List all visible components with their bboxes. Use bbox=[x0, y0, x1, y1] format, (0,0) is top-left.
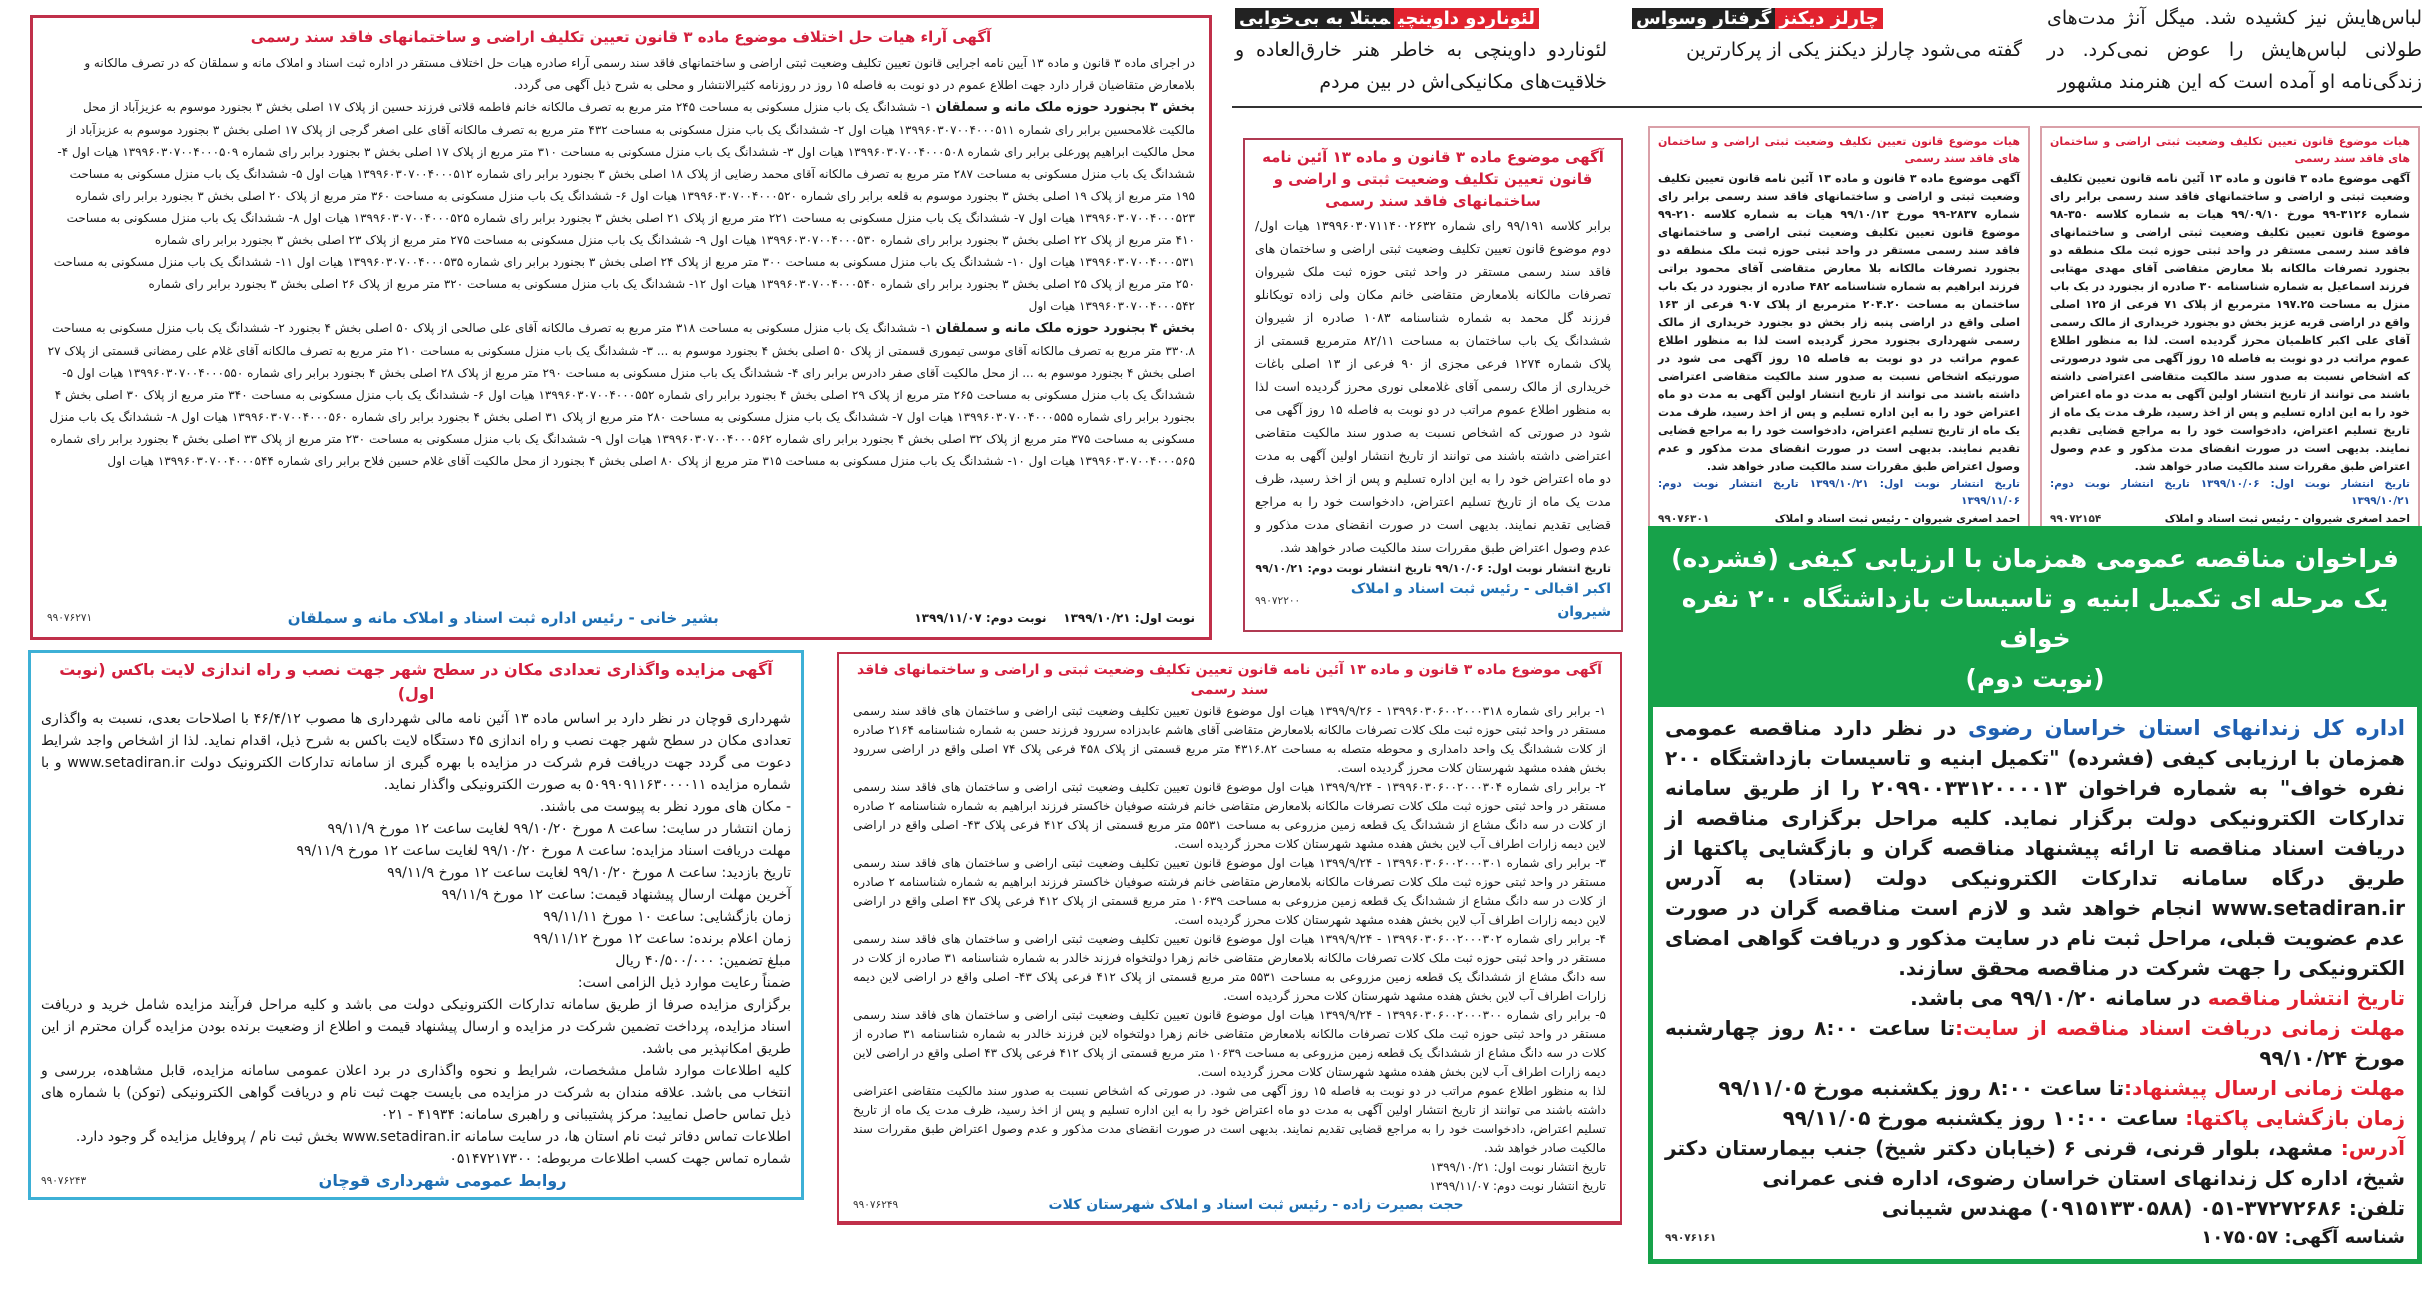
ad-line: آخرین مهلت ارسال پیشنهاد قیمت: ساعت ۱۲ مورخ ۹۹/۱۱/۹ bbox=[441, 887, 791, 903]
label: تاریخ انتشار مناقصه bbox=[2207, 986, 2405, 1010]
label: آدرس: bbox=[2340, 1136, 2406, 1160]
value: مشهد، بلوار قرنی، قرنی ۶ (خیابان دکتر شیخ) جنب بیمارستان دکتر شیخ، اداره کل زندانهای استان خراسان رضوی، اداره فنی عمرانی bbox=[1665, 1136, 2405, 1190]
ad-shirvan bbox=[1243, 138, 1623, 632]
ad-title: آگهی موضوع ماده ۳ قانون و ماده ۱۳ آئین نامه قانون تعیین تکلیف وضعیت ثبتی و اراضی و ساختمانهای فاقد سند رسمی bbox=[857, 662, 1602, 698]
label: زمان بازگشایی پاکتها: bbox=[2185, 1106, 2405, 1130]
ad-code: ۹۹۰۷۲۲۰۰ bbox=[1255, 594, 1301, 607]
ad-footer bbox=[47, 601, 1195, 629]
ad-prison-tender bbox=[1648, 526, 2422, 1264]
publish-dates: تاریخ انتشار نوبت اول: ۹۹/۱۰/۰۶ تاریخ انتشار نوبت دوم: ۹۹/۱۰/۲۱ bbox=[1255, 562, 1611, 575]
ad-bojnourd-2 bbox=[2040, 126, 2420, 535]
tag-black: مبتلا به بی‌خوابی bbox=[1235, 8, 1394, 29]
tender-title-line: یک مرحله ای تکمیل ابنیه و تاسیسات بازداشتگاه ۲۰۰ نفره خواف bbox=[1681, 584, 2389, 653]
ad-section bbox=[47, 317, 1195, 472]
tag-black: گرفتار وسواس bbox=[1632, 8, 1775, 29]
publish-date-2: تاریخ انتشار نوبت دوم: ۱۳۹۹/۱۱/۰۷ bbox=[1429, 1179, 1606, 1193]
label: مهلت زمانی ارسال پیشنهاد: bbox=[2123, 1076, 2405, 1100]
value: در سامانه ۹۹/۱۰/۲۰ می باشد. bbox=[1910, 986, 2208, 1010]
tag-red: لئوناردو داوینچی bbox=[1394, 8, 1539, 29]
tag-red: چارلز دیکنز bbox=[1775, 8, 1882, 29]
ad-line: تاریخ بازدید: ساعت ۸ مورخ ۹۹/۱۰/۲۰ لغایت ساعت ۱۲ مورخ ۹۹/۱۱/۹ bbox=[387, 865, 791, 881]
article-text: لباس‌هایش نیز کشیده شد. میگل آنژ مدت‌های طولانی لباس‌هایش را عوض نمی‌کرد. در زندگی‌نامه او آمده است که این هنرمند مشهور bbox=[2047, 7, 2422, 93]
ad-title: آگهی مزایده واگذاری تعدادی مکان در سطح شهر جهت نصب و راه اندازی لایت باکس (نوبت اول) bbox=[59, 660, 773, 703]
ad-code: ۹۹۰۷۶۱۶۱ bbox=[1665, 1232, 1717, 1244]
ad-code: ۹۹۰۷۶۲۴۳ bbox=[41, 1175, 87, 1187]
ad-intro: در اجرای ماده ۳ قانون و ماده ۱۳ آیین نامه اجرایی قانون تعیین تکلیف وضعیت ثبتی اراضی و ساختمانهای فاقد سند رسمی آراء صادره هیات حل اختلاف مستقر در اداره ثبت اسناد و املاک مانه و سملقان که در تصرف مالکانه و بلامعارض متقاضیان قرار دارد جهت اطلاع عموم در دو نوبت به فاصله ۱۵ روز در روزنامه کثیرالانتشار و محلی به شرح ذیل آگهی می گردد. bbox=[84, 56, 1195, 92]
tender-header bbox=[1653, 531, 2417, 707]
tender-body bbox=[1653, 707, 2417, 1259]
value: ساعت ۱۰:۰۰ روز یکشنبه مورخ ۹۹/۱۱/۰۵ bbox=[1782, 1106, 2186, 1130]
tender-phone: تلفن: ۳۷۲۷۲۶۸۶-۰۵۱ (۰۹۱۵۱۳۳۰۵۸۸) مهندس شیبانی bbox=[1881, 1196, 2405, 1220]
ad-item: لذا به منظور اطلاع عموم مراتب در دو نوبت به فاصله ۱۵ روز آگهی می شود. در صورتی که اشخاص نسبت به صدور سند مالکیت متقاضی اعتراضی داشته باشند می توانند از تاریخ انتشار اولین آگهی به مدت دو ماه اعتراض خود را به این اداره تسلیم و پس از اخذ رسید، ظرف مدت یک ماه از تاریخ تسلیم اعتراض، دادخواست خود را به مراجع قضایی تقدیم نمایند. بدیهی است در صورت انقضای مدت مذکور و عدم وصول اعتراض طبق مقررات سند مالکیت صادر خواهد شد. bbox=[853, 1084, 1607, 1155]
subheading-tag bbox=[1632, 4, 1883, 34]
ad-signature: بشیر خانی - رئیس اداره ثبت اسناد و املاک مانه و سملقان bbox=[287, 609, 719, 627]
tender-organization: اداره کل زندانهای استان خراسان رضوی bbox=[1967, 716, 2405, 740]
ad-title: هیات موضوع قانون تعیین تکلیف وضعیت ثبتی اراضی و ساختمان های فاقد سند رسمی bbox=[1658, 135, 2020, 165]
ad-item: ۴- برابر رای شماره ۱۳۹۹۶۰۳۰۶۰۰۲۰۰۰۳۰۲ - ۱۳۹۹/۹/۲۴ هیات اول موضوع قانون تعیین تکلیف وضعیت ثبتی اراضی و ساختمان های فاقد سند رسمی مستقر در واحد ثبتی حوزه ثبت ملک کلات تصرفات مالکانه بلامعارض متقاضی خانم زهرا دولتخواه فرزند خالدر به شماره شناسنامه ۳۱ صادره از کلات در سه دانگ مشاع از ششدانگ یک قطعه زمین مزروعی به مساحت ۵۵۳۱ متر مربع قسمتی از پلاک ۴۱۲ فرعی پلاک ۴۳- اصلی واقع در اراضی لاین دیمه زارات اطراف آب لاین بخش هفده مشهد شهرستان کلات محرز گردیده است. bbox=[853, 932, 1607, 1003]
ad-title: هیات موضوع قانون تعیین تکلیف وضعیت ثبتی اراضی و ساختمان های فاقد سند رسمی bbox=[2050, 135, 2410, 165]
ad-item: ۲- برابر رای شماره ۱۳۹۹۶۰۳۰۶۰۰۲۰۰۰۳۰۴ - ۱۳۹۹/۹/۲۴ هیات اول موضوع قانون تعیین تکلیف وضعیت ثبتی اراضی و ساختمان های فاقد سند رسمی مستقر در واحد ثبتی حوزه ثبت ملک کلات تصرفات مالکانه بلامعارض متقاضی خانم فرشته صوفیان خاکستر فرزند ابراهیم به شماره شناسنامه ۲ صادره از کلات در سه دانگ مشاع از ششدانگ یک قطعه زمین مزروعی به مساحت ۵۵۳۱ متر مربع قسمتی از پلاک ۴۱۲ فرعی پلاک ۴۳- اصلی واقع در اراضی لاین دیمه زارات اطراف آب لاین بخش هفده مشهد شهرستان کلات محرز گردیده است. bbox=[853, 780, 1607, 851]
ad-line: زمان اعلام برنده: ساعت ۱۲ مورخ ۹۹/۱۱/۱۲ bbox=[533, 931, 791, 947]
ad-line: اطلاعات تماس دفاتر ثبت نام استان ها، در سایت سامانه www.setadiran.ir بخش ثبت نام / پروفایل مزایده گر وجود دارد. bbox=[75, 1129, 791, 1145]
section-body: ۱- ششدانگ یک باب منزل مسکونی به مساحت ۲۴۵ متر مربع به تصرف مالکانه خانم فاطمه قلاتی فرزند حسین از پلاک ۱۷ اصلی بخش ۳ بجنورد موسوم به عزیزآباد از محل مالکیت غلامحسین برابر رای شماره ۱۳۹۹۶۰۳۰۷۰۰۴۰۰۰۵۱۱ هیات اول ۲- ششدانگ یک باب منزل مسکونی به مساحت ۴۳۲ متر مربع به تصرف مالکانه آقای علی اصغر گرجی از پلاک ۱۷ اصلی بخش ۳ بجنورد موسوم به عزیزآباد از محل مالکیت ابراهیم پورعلی برابر رای شماره ۱۳۹۹۶۰۳۰۷۰۰۴۰۰۰۵۰۸ هیات اول ۳- ششدانگ یک باب منزل مسکونی به مساحت ۳۱۰ متر مربع از پلاک ۱۷ اصلی بخش ۳ بجنورد برابر رای شماره ۱۳۹۹۶۰۳۰۷۰۰۴۰۰۰۵۰۹ هیات اول ۴- ششدانگ یک باب منزل مسکونی به مساحت ۲۸۷ متر مربع به تصرف مالکانه آقای محمد رضایی از پلاک ۱۸ اصلی بخش ۳ بجنورد برابر رای شماره ۱۳۹۹۶۰۳۰۷۰۰۴۰۰۰۵۱۲ هیات اول ۵- ششدانگ یک باب منزل مسکونی به مساحت ۱۹۵ متر مربع از پلاک ۱۹ اصلی بخش ۳ بجنورد موسوم به قلعه برابر رای شماره ۱۳۹۹۶۰۳۰۷۰۰۴۰۰۰۵۲۰ هیات اول ۶- ششدانگ یک باب منزل مسکونی به مساحت ۳۶۰ متر مربع از پلاک ۲۰ اصلی بخش ۳ بجنورد برابر رای شماره ۱۳۹۹۶۰۳۰۷۰۰۴۰۰۰۵۲۳ هیات اول ۷- ششدانگ یک باب منزل مسکونی به مساحت ۲۲۱ متر مربع از پلاک ۲۱ اصلی بخش ۳ بجنورد برابر رای شماره ۱۳۹۹۶۰۳۰۷۰۰۴۰۰۰۵۲۵ هیات اول ۸- ششدانگ یک باب منزل مسکونی به مساحت ۴۱۰ متر مربع از پلاک ۲۲ اصلی بخش ۳ بجنورد برابر رای شماره ۱۳۹۹۶۰۳۰۷۰۰۴۰۰۰۵۳۰ هیات اول ۹- ششدانگ یک باب منزل مسکونی به مساحت ۲۷۵ متر مربع از پلاک ۲۳ اصلی بخش ۳ بجنورد برابر رای شماره ۱۳۹۹۶۰۳۰۷۰۰۴۰۰۰۵۳۱ هیات اول ۱۰- ششدانگ یک باب منزل مسکونی به مساحت ۳۰۰ متر مربع از پلاک ۲۴ اصلی بخش ۳ بجنورد برابر رای شماره ۱۳۹۹۶۰۳۰۷۰۰۴۰۰۰۵۳۵ هیات اول ۱۱- ششدانگ یک باب منزل مسکونی به مساحت ۲۵۰ متر مربع از پلاک ۲۵ اصلی بخش ۳ بجنورد برابر رای شماره ۱۳۹۹۶۰۳۰۷۰۰۴۰۰۰۵۴۰ هیات اول ۱۲- ششدانگ یک باب منزل مسکونی به مساحت ۳۲۰ متر مربع از پلاک ۲۶ اصلی بخش ۳ بجنورد برابر رای شماره ۱۳۹۹۶۰۳۰۷۰۰۴۰۰۰۵۴۲ هیات اول bbox=[53, 100, 1195, 313]
ad-signature: احمد اصغری شیروان - رئیس ثبت اسناد و املاک bbox=[1774, 512, 2020, 525]
ad-code: ۹۹۰۷۶۲۷۱ bbox=[47, 612, 93, 624]
publish-date-2: نوبت دوم: ۱۳۹۹/۱۱/۰۷ bbox=[914, 611, 1047, 625]
tender-description: در نظر دارد مناقصه عمومی همزمان با ارزیابی کیفی (فشرده) "تکمیل ابنیه و تاسیسات بازداشتگاه ۲۰۰ نفره خواف" به شماره فراخوان ۲۰۹۹۰۰۳۳۱۲۰۰۰۰۱۳ را از طریق سامانه تدارکات الکترونیکی دولت برگزار نماید. کلیه مراحل برگزاری مناقصه از دریافت اسناد مناقصه تا ارائه پیشنهاد مناقصه گران و بازگشایی پاکتها از طریق درگاه سامانه تدارکات الکترونیکی دولت (ستاد) به آدرس www.setadiran.ir انجام خواهد شد و لازم است مناقصه گران در صورت عدم عضویت قبلی، مراحل ثبت نام در سایت مذکور و دریافت گواهی امضای الکترونیکی را جهت شرکت در مناقصه محقق سازند. bbox=[1665, 716, 2405, 980]
ad-code: ۹۹۰۷۲۱۵۴ bbox=[2050, 513, 2102, 525]
ad-line: کلیه اطلاعات موارد شامل مشخصات، شرایط و نحوه واگذاری در برد اعلان عمومی سامانه مزایده، قابل مشاهده، بررسی و انتخاب می باشد. علاقه مندان به شرکت در مزایده می بایست جهت ثبت نام و دریافت گواهی الکترونیکی (توکن) با شماره های ذیل تماس حاصل نمایید: مرکز پشتیبانی و راهبری سامانه: ۴۱۹۳۴ - ۰۲۱ bbox=[41, 1063, 791, 1123]
subheading-tag bbox=[1235, 4, 1539, 34]
ad-line: - مکان های مورد نظر به پیوست می باشند. bbox=[539, 799, 791, 815]
section-body: ۱- ششدانگ یک باب منزل مسکونی به مساحت ۳۱۸ متر مربع به تصرف مالکانه آقای علی صالحی از پلاک ۵۰ اصلی بخش ۴ بجنورد ۲- ششدانگ یک باب منزل مسکونی به مساحت ۳۳۰.۸ متر مربع به تصرف مالکانه آقای موسی تیموری قسمتی از پلاک ۵۰ اصلی بخش ۴ بجنورد موسوم به ... ۳- ششدانگ یک باب منزل مسکونی به مساحت ۲۱۰ متر مربع به تصرف مالکانه آقای غلام علی رمضانی قسمتی از پلاک ۲۷ اصلی بخش ۴ بجنورد موسوم به ... از محل مالکیت آقای صفر دادرس برابر رای ۴- ششدانگ یک باب منزل مسکونی به مساحت ۲۹۰ متر مربع از پلاک ۲۸ اصلی بخش ۴ بجنورد برابر رای شماره ۱۳۹۹۶۰۳۰۷۰۰۴۰۰۰۵۵۰ هیات اول ۵- ششدانگ یک باب منزل مسکونی به مساحت ۲۶۵ متر مربع از پلاک ۲۹ اصلی بخش ۴ بجنورد برابر رای شماره ۱۳۹۹۶۰۳۰۷۰۰۴۰۰۰۵۵۲ هیات اول ۶- ششدانگ یک باب منزل مسکونی به مساحت ۳۴۰ متر مربع از پلاک ۳۰ اصلی بخش ۴ بجنورد برابر رای شماره ۱۳۹۹۶۰۳۰۷۰۰۴۰۰۰۵۵۵ هیات اول ۷- ششدانگ یک باب منزل مسکونی به مساحت ۲۸۰ متر مربع از پلاک ۳۱ اصلی بخش ۴ بجنورد برابر رای شماره ۱۳۹۹۶۰۳۰۷۰۰۴۰۰۰۵۶۰ هیات اول ۸- ششدانگ یک باب منزل مسکونی به مساحت ۳۷۵ متر مربع از پلاک ۳۲ اصلی بخش ۴ بجنورد برابر رای شماره ۱۳۹۹۶۰۳۰۷۰۰۴۰۰۰۵۶۲ هیات اول ۹- ششدانگ یک باب منزل مسکونی به مساحت ۲۳۰ متر مربع از پلاک ۳۳ اصلی بخش ۴ بجنورد برابر رای شماره ۱۳۹۹۶۰۳۰۷۰۰۴۰۰۰۵۶۵ هیات اول ۱۰- ششدانگ یک باب منزل مسکونی به مساحت ۳۱۵ متر مربع از پلاک ۸۰ اصلی بخش ۴ بجنورد از محل مالکیت آقای غلام حسین فلاح برابر رای شماره ۱۳۹۹۶۰۳۰۷۰۰۴۰۰۰۵۴۴ هیات اول bbox=[47, 321, 1195, 468]
ad-code: ۹۹۰۷۶۲۴۹ bbox=[853, 1199, 899, 1211]
value: تا ساعت ۸:۰۰ روز یکشنبه مورخ ۹۹/۱۱/۰۵ bbox=[1718, 1076, 2124, 1100]
ad-item: ۵- برابر رای شماره ۱۳۹۹۶۰۳۰۶۰۰۲۰۰۰۳۰۰ - ۱۳۹۹/۹/۲۴ هیات اول موضوع قانون تعیین تکلیف وضعیت ثبتی اراضی و ساختمان های فاقد سند رسمی مستقر در واحد ثبتی حوزه ثبت ملک کلات تصرفات مالکانه بلامعارض متقاضی خانم زهرا دولتخواه لاین فرزند خالدر به شماره شناسنامه ۳۱ صادره از کلات در سه دانگ مشاع از ششدانگ یک قطعه زمین مزروعی به مساحت ۱۰۶۳۹ متر مربع قسمتی از پلاک ۴۱۲ فرعی پلاک ۴۳ اصلی واقع در اراضی لاین دیمه زارات اطراف آب لاین بخش هفده مشهد شهرستان کلات محرز گردیده است. bbox=[853, 1008, 1607, 1079]
ad-line: زمان بازگشایی: ساعت ۱۰ مورخ ۹۹/۱۱/۱۱ bbox=[543, 909, 791, 925]
ad-item: ۱- برابر رای شماره ۱۳۹۹۶۰۳۰۶۰۰۲۰۰۰۳۱۸ - ۱۳۹۹/۹/۲۶ هیات اول موضوع قانون تعیین تکلیف وضعیت ثبتی اراضی و ساختمان های فاقد سند رسمی مستقر در واحد ثبتی حوزه ثبت ملک کلات تصرفات مالکانه بلامعارض متقاضی آقای هاشم عابدزاده سررود فرزند حسن به شماره شناسنامه ۲۱۶۴ صادره از کلات ششدانگ یک واحد دامداری و محوطه متصله به مساحت ۴۳۱۶.۸۲ متر مربع قسمتی از پلاک ۴۵۸ فرعی پلاک ۷۴ اصلی واقع در اراضی سررود بخش هفده مشهد شهرستان کلات محرز گردیده است. bbox=[853, 704, 1607, 775]
ad-quchan-municipality bbox=[28, 650, 804, 1200]
ad-line: زمان انتشار در سایت: ساعت ۸ مورخ ۹۹/۱۰/۲۰ لغایت ساعت ۱۲ مورخ ۹۹/۱۱/۹ bbox=[327, 821, 791, 837]
ad-maneh-samalqan bbox=[30, 15, 1212, 640]
article-strip bbox=[1232, 0, 2422, 108]
publish-date-1: تاریخ انتشار نوبت اول: ۱۳۹۹/۱۰/۲۱ bbox=[1430, 1160, 1606, 1174]
ad-kalat bbox=[837, 652, 1622, 1225]
ad-bojnourd-1 bbox=[1648, 126, 2030, 535]
article-column-2 bbox=[1632, 2, 2022, 66]
ad-signature: اکبر اقبالی - رئیس ثبت اسناد و املاک شیروان bbox=[1350, 581, 1611, 620]
ad-title: آگهی آراء هیات حل اختلاف موضوع ماده ۳ قانون تعیین تکلیف اراضی و ساختمانهای فاقد سند رسمی bbox=[250, 28, 992, 46]
tender-title-line: (نوبت دوم) bbox=[1965, 664, 2105, 693]
label: مهلت زمانی دریافت اسناد مناقصه از سایت: bbox=[1955, 1016, 2405, 1040]
ad-line: برگزاری مزایده صرفا از طریق سامانه تدارکات الکترونیکی دولت می باشد و کلیه مراحل فرآیند مزایده شامل خرید و دریافت اسناد مزایده، پرداخت تضمین شرکت در مزایده و ارسال پیشنهاد قیمت و اطلاع از وضعیت برنده بودن مزایده گران محترم از این طریق امکانپذیر می باشد. bbox=[41, 997, 791, 1057]
ad-intro: شهرداری قوچان در نظر دارد بر اساس ماده ۱۳ آئین نامه مالی شهرداری ها مصوب ۴۶/۴/۱۲ با اصلاحات بعدی، نسبت به واگذاری تعدادی مکان در سطح شهر جهت نصب و راه اندازی ۴۵ دستگاه لایت باکس به شرح ذیل، اقدام نماید. لذا از اشخاص واجد شرایط دعوت می گردد جهت دریافت فرم شرکت در مزایده با بهره گیری از سامانه تدارکات الکترونیک دولت www.setadiran.ir و با شماره مزایده ۵۰۹۹۰۹۱۱۶۳۰۰۰۰۱۱ به صورت الکترونیکی واگذار نماید. bbox=[41, 711, 791, 793]
ad-signature: روابط عمومی شهرداری قوچان bbox=[318, 1171, 567, 1190]
publish-date-1: نوبت اول: ۱۳۹۹/۱۰/۲۱ bbox=[1063, 611, 1195, 625]
ad-signature: احمد اصغری شیروان - رئیس ثبت اسناد و املاک bbox=[2164, 512, 2410, 525]
publish-dates bbox=[914, 607, 1195, 629]
ad-body: آگهی موضوع ماده ۳ قانون و ماده ۱۳ آئین نامه قانون تعیین تکلیف وضعیت ثبتی و اراضی و ساختمانهای فاقد سند رسمی برابر رای شماره ۲۸۳۷-۹۹ مورخ ۹۹/۱۰/۱۳ هیات به شماره کلاسه ۲۱۰-۹۹ موضوع قانون تعیین تکلیف وضعیت ثبتی اراضی و ساختمانهای فاقد سند رسمی مستقر در واحد ثبتی حوزه ثبت ملک منطقه دو بجنورد تصرفات مالکانه بلا معارض متقاضی آقای محمود براتی فرزند ابراهیم به شماره شناسنامه ۴۸۲ صادره از بجنورد در یک باب ساختمان به مساحت ۲۰۴.۲۰ مترمربع از پلاک ۹۰۷ فرعی از ۱۶۳ اصلی واقع در اراضی پنبه زار بخش دو بجنورد خریداری از مالک رسمی شهرداری بجنورد محرز گردیده است لذا به منظور اطلاع عموم مراتب در دو نوبت به فاصله ۱۵ روز آگهی می شود در صورتیکه اشخاص نسبت به صدور سند مالکیت متقاضی اعتراضی داشته باشند می توانند از تاریخ انتشار اولین آگهی به مدت دو ماه اعتراض خود را به این اداره تسلیم و پس از اخذ رسید، ظرف مدت یک ماه از تاریخ تسلیم اعتراض، دادخواست خود را به مراجع قضایی تقدیم نمایند. بدیهی است در صورت انقضای مدت مذکور و عدم وصول اعتراض طبق مقررات سند مالکیت صادر خواهد شد. bbox=[1658, 172, 2021, 473]
ad-body: آگهی موضوع ماده ۳ قانون و ماده ۱۳ آئین نامه قانون تعیین تکلیف وضعیت ثبتی و اراضی و ساختمانهای فاقد سند رسمی برابر رای شماره ۳۱۲۶-۹۹ مورخ ۹۹/۰۹/۱۰ هیات به شماره کلاسه ۳۵۰-۹۸ موضوع قانون تعیین تکلیف وضعیت ثبتی اراضی و ساختمانهای فاقد سند رسمی مستقر در واحد ثبتی حوزه ثبت ملک منطقه دو بجنورد تصرفات مالکانه بلا معارض متقاضی آقای مهدی مهتابی فرزند اسماعیل به شماره شناسنامه ۳۰ صادره از بجنورد در یک باب منزل به مساحت ۱۹۷.۲۵ مترمربع از پلاک ۷۱ فرعی از ۱۲۵ اصلی واقع در اراضی قریه عزیز بخش دو بجنورد خریداری از مالک رسمی آقای علی اکبر کاظمیان محرز گردیده است. لذا به منظور اطلاع عموم مراتب در دو نوبت به فاصله ۱۵ روز آگهی می شود درصورتی که اشخاص نسبت به صدور سند مالکیت متقاضی اعتراضی داشته باشند می توانند از تاریخ انتشار اولین آگهی به مدت دو ماه اعتراض خود را به این اداره تسلیم و پس از اخذ رسید، ظرف مدت یک ماه از تاریخ تسلیم اعتراض، دادخواست خود را به مراجع قضایی تقدیم نمایند. بدیهی است در صورت انقضای مدت مذکور و عدم وصول اعتراض طبق مقررات سند مالکیت صادر خواهد شد. bbox=[2050, 172, 2411, 473]
publish-dates: تاریخ انتشار نوبت اول: ۱۳۹۹/۱۰/۰۶ تاریخ انتشار نوبت دوم: ۱۳۹۹/۱۰/۲۱ bbox=[2050, 478, 2410, 507]
ad-line: مهلت دریافت اسناد مزایده: ساعت ۸ مورخ ۹۹/۱۰/۲۰ لغایت ساعت ۱۲ مورخ ۹۹/۱۱/۹ bbox=[296, 843, 791, 859]
ad-code: ۹۹۰۷۶۳۰۱ bbox=[1658, 513, 1710, 525]
ad-item: ۳- برابر رای شماره ۱۳۹۹۶۰۳۰۶۰۰۲۰۰۰۳۰۱ - ۱۳۹۹/۹/۲۴ هیات اول موضوع قانون تعیین تکلیف وضعیت ثبتی اراضی و ساختمان های فاقد سند رسمی مستقر در واحد ثبتی حوزه ثبت ملک کلات تصرفات مالکانه بلامعارض متقاضی خانم فرشته صوفیان خاکستر فرزند ابراهیم به شماره شناسنامه ۲ صادره از کلات در سه دانگ مشاع از ششدانگ یک قطعه زمین مزروعی به مساحت ۱۰۶۳۹ متر مربع قسمتی از پلاک ۴۱۲ فرعی پلاک ۴۳ اصلی واقع در اراضی لاین دیمه زارات اطراف آب لاین بخش هفده مشهد شهرستان کلات محرز گردیده است. bbox=[853, 856, 1607, 927]
ad-signature: حجت بصیرت زاده - رئیس ثبت اسناد و املاک شهرستان کلات bbox=[1048, 1197, 1464, 1213]
article-column-3 bbox=[1235, 2, 1607, 98]
tender-title-line: فراخوان مناقصه عمومی همزمان با ارزیابی کیفی (فشرده) bbox=[1671, 544, 2399, 573]
article-text: گفته می‌شود چارلز دیکنز یکی از پرکارترین bbox=[1686, 39, 2022, 61]
tender-ad-id: شناسه آگهی: ۱۰۷۵۰۵۷ bbox=[2201, 1227, 2405, 1248]
ad-section bbox=[47, 96, 1195, 317]
value: تا ساعت ۸:۰۰ روز چهارشنبه مورخ ۹۹/۱۰/۲۴ bbox=[1665, 1016, 2405, 1070]
ad-body: برابر کلاسه ۹۹/۱۹۱ رای شماره ۱۳۹۹۶۰۳۰۷۱۱۴۰۰۲۶۳۲ هیات اول/ دوم موضوع قانون تعیین تکلیف وضعیت ثبتی اراضی و ساختمان های فاقد سند رسمی مستقر در واحد ثبتی حوزه ثبت ملک شیروان تصرفات مالکانه بلامعارض متقاضی خانم مکان ولی زاده تویکانلو فرزند گل محمد به شماره شناسنامه ۱۰۸۳ صادره از شیروان ششدانگ یک باب ساختمان به مساحت ۸۲/۱۱ مترمربع قسمتی از پلاک شماره ۱۲۷۴ فرعی مجزی از ۹۰ فرعی از ۱۳ اصلی باغات خریداری از مالک رسمی آقای غلامعلی نوری محرز گردیده است لذا به منظور اطلاع عموم مراتب در دو نوبت به فاصله ۱۵ روز آگهی می شود در صورتی که اشخاص نسبت به صدور سند مالکیت متقاضی اعتراضی داشته باشند می توانند از تاریخ انتشار اولین آگهی به مدت دو ماه اعتراض خود را به این اداره تسلیم و پس از اخذ رسید، ظرف مدت یک ماه از تاریخ تسلیم اعتراض، دادخواست خود را به مراجع قضایی تقدیم نمایند. بدیهی است در صورت انقضای مدت مذکور و عدم وصول اعتراض طبق مقررات سند مالکیت صادر خواهد شد. bbox=[1255, 218, 1612, 555]
section-lead: بخش ۴ بجنورد حوزه ملک مانه و سملقان bbox=[935, 321, 1195, 336]
ad-title: آگهی موضوع ماده ۳ قانون و ماده ۱۳ آئین نامه قانون تعیین تکلیف وضعیت ثبتی و اراضی و ساختمانهای فاقد سند رسمی bbox=[1262, 148, 1604, 210]
ad-line: ضمناً رعایت موارد ذیل الزامی است: bbox=[577, 975, 791, 991]
section-lead: بخش ۳ بجنورد حوزه ملک مانه و سملقان bbox=[935, 100, 1195, 115]
publish-dates: تاریخ انتشار نوبت اول: ۱۳۹۹/۱۰/۲۱ تاریخ انتشار نوبت دوم: ۱۳۹۹/۱۱/۰۶ bbox=[1658, 478, 2020, 507]
article-column-1 bbox=[2047, 2, 2422, 98]
ad-line: شماره تماس جهت کسب اطلاعات مربوطه: ۰۵۱۴۷۲۱۷۳۰۰ bbox=[449, 1151, 791, 1167]
ad-line: مبلغ تضمین: ۴۰/۵۰۰/۰۰۰ ریال bbox=[615, 953, 791, 969]
article-text: لئوناردو داوینچی به خاطر هنر خارق‌العاده و خلاقیت‌های مکانیکی‌اش در بین مردم bbox=[1235, 39, 1607, 93]
